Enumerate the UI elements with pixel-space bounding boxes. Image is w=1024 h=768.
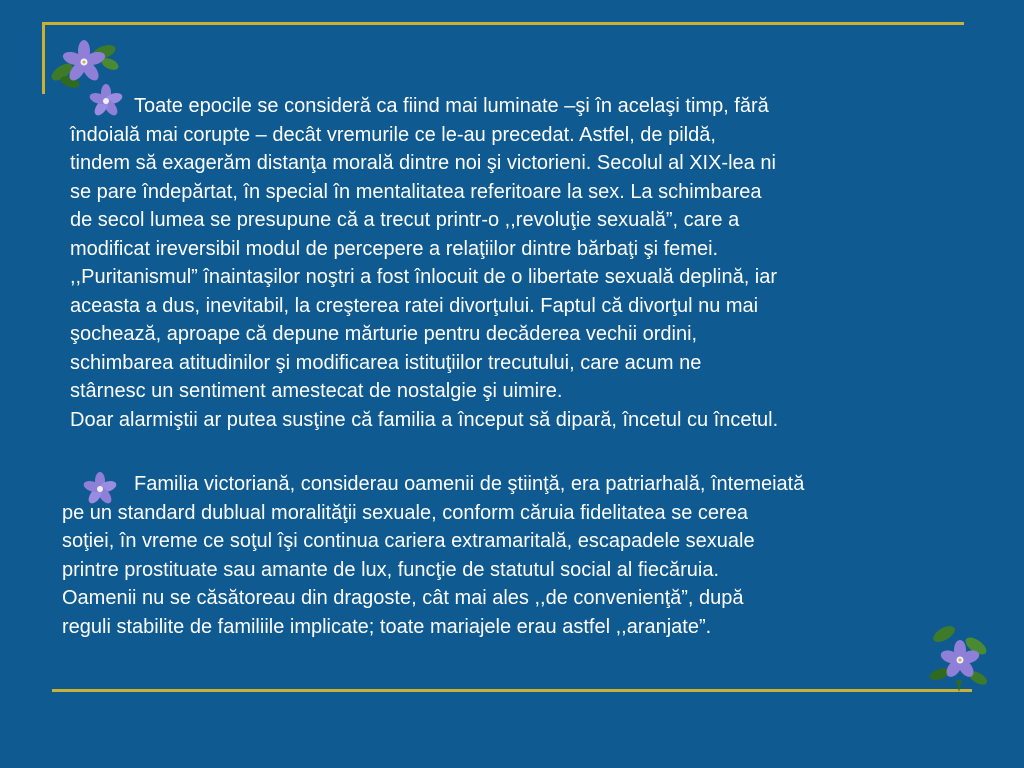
top-rule <box>42 22 964 25</box>
paragraph-victorian-family: Familia victoriană, considerau oamenii de ştiinţă, era patriarhală, întemeiată pe un standard dublual moralităţii sexuale, conform căruia fidelitatea se cerea soţiei, în vreme ce soţul îşi continua cariera extramaritală, escapadele sexuale printre prostituate sau amante de lux, funcţie de statutul social al fiecăruia. Oamenii nu se căsătoreau din dragoste, cât mai ales ,,de convenienţă”, după reguli stabilite de familiile implicate; toate mariajele erau astfel ,,aranjate”. <box>62 473 805 638</box>
bottom-rule <box>52 689 972 692</box>
paragraph-victorian-morality: Toate epocile se consideră ca fiind mai luminate –şi în acelaşi timp, fără îndoială mai corupte – decât vremurile ce le-au precedat. Astfel, de pildă, tindem să exagerăm distanţa morală dintre noi şi victorieni. Secolul al XIX-lea ni se pare îndepărtat, în special în mentalitatea referitoare la sex. La schimbarea de secol lumea se presupune că a trecut printr-o ,,revoluţie sexuală”, care a modificat ireversibil modul de percepere a relaţiilor dintre bărbaţi şi femei. ,,Puritanismul” înaintaşilor noştri a fost înlocuit de o libertate sexuală deplină, iar aceasta a dus, inevitabil, la creşterea ratei divorţului. Faptul că divorţul nu mai şochează, aproape că depune mărturie pentru decăderea vechii ordini, schimbarea atitudinilor şi modificarea istituţiilor trecutului, care acum ne stârnesc un sentiment amestecat de nostalgie şi uimire. Doar alarmiştii ar putea susţine că familia a început să dipară, încetul cu încetul. <box>70 95 779 431</box>
left-rule <box>42 22 45 94</box>
